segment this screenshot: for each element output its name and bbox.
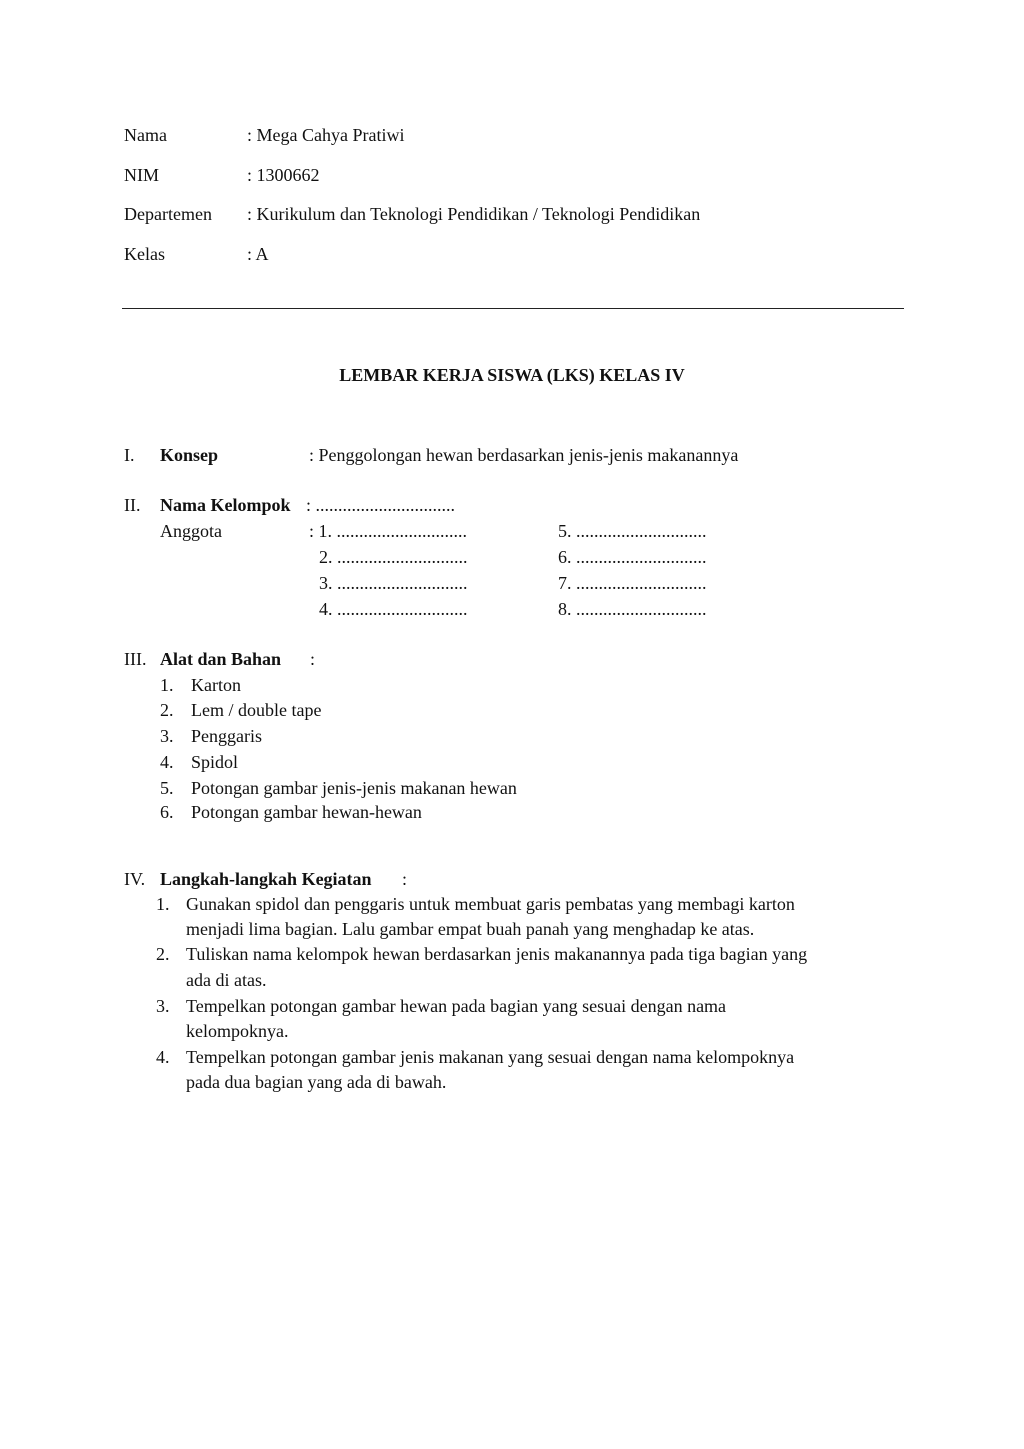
- member-blank-4: 4. .............................: [319, 599, 468, 619]
- step-number: 1.: [156, 894, 170, 914]
- list-item-number: 2.: [160, 700, 174, 720]
- list-item-number: 3.: [160, 726, 174, 746]
- value-departemen: : Kurikulum dan Teknologi Pendidikan / Teknologi Pendidikan: [247, 204, 701, 224]
- section-numeral: I.: [124, 445, 135, 465]
- value-nim: : 1300662: [247, 165, 320, 185]
- section-numeral: II.: [124, 495, 141, 515]
- members-label: Anggota: [160, 521, 222, 541]
- value-kelas: : A: [247, 244, 269, 264]
- list-item: Lem / double tape: [191, 700, 322, 720]
- list-item: Potongan gambar jenis-jenis makanan hewan: [191, 778, 517, 798]
- list-item: Penggaris: [191, 726, 262, 746]
- step-line: Tempelkan potongan gambar hewan pada bagian yang sesuai dengan nama: [186, 996, 727, 1016]
- section-numeral: III.: [124, 649, 147, 669]
- list-item-number: 6.: [160, 802, 174, 822]
- label-kelas: Kelas: [124, 244, 165, 264]
- member-blank-3: 3. .............................: [319, 573, 468, 593]
- member-blank-6: 6. .............................: [558, 547, 707, 567]
- section-colon: :: [402, 869, 408, 889]
- section-value: : Penggolongan hewan berdasarkan jenis-jenis makanannya: [309, 445, 739, 465]
- member-blank-8: 8. .............................: [558, 599, 707, 619]
- step-line: kelompoknya.: [186, 1021, 289, 1041]
- step-number: 4.: [156, 1047, 170, 1067]
- label-departemen: Departemen: [124, 204, 212, 224]
- section-colon: :: [310, 649, 316, 669]
- list-item: Spidol: [191, 752, 239, 772]
- section-heading: Konsep: [160, 445, 219, 465]
- section-heading: Nama Kelompok: [160, 495, 291, 515]
- step-number: 3.: [156, 996, 170, 1016]
- step-line: Gunakan spidol dan penggaris untuk membuat garis pembatas yang membagi karton: [186, 894, 795, 914]
- label-nama: Nama: [124, 125, 167, 145]
- horizontal-divider: [122, 308, 904, 309]
- list-item-number: 5.: [160, 778, 174, 798]
- section-heading: Langkah-langkah Kegiatan: [160, 869, 372, 889]
- member-blank-1: : 1. .............................: [309, 521, 468, 541]
- member-blank-5: 5. .............................: [558, 521, 707, 541]
- group-name-blank: : ...............................: [306, 495, 456, 515]
- member-blank-7: 7. .............................: [558, 573, 707, 593]
- page-title: LEMBAR KERJA SISWA (LKS) KELAS IV: [339, 365, 685, 385]
- member-blank-2: 2. .............................: [319, 547, 468, 567]
- step-number: 2.: [156, 944, 170, 964]
- value-nama: : Mega Cahya Pratiwi: [247, 125, 405, 145]
- list-item: Potongan gambar hewan-hewan: [191, 802, 422, 822]
- step-line: Tuliskan nama kelompok hewan berdasarkan jenis makanannya pada tiga bagian yang: [186, 944, 808, 964]
- section-heading: Alat dan Bahan: [160, 649, 282, 669]
- step-line: Tempelkan potongan gambar jenis makanan yang sesuai dengan nama kelompoknya: [186, 1047, 795, 1067]
- step-line: menjadi lima bagian. Lalu gambar empat buah panah yang menghadap ke atas.: [186, 919, 755, 939]
- list-item: Karton: [191, 675, 241, 695]
- section-numeral: IV.: [124, 869, 146, 889]
- list-item-number: 4.: [160, 752, 174, 772]
- step-line: ada di atas.: [186, 970, 267, 990]
- list-item-number: 1.: [160, 675, 174, 695]
- label-nim: NIM: [124, 165, 159, 185]
- step-line: pada dua bagian yang ada di bawah.: [186, 1072, 447, 1092]
